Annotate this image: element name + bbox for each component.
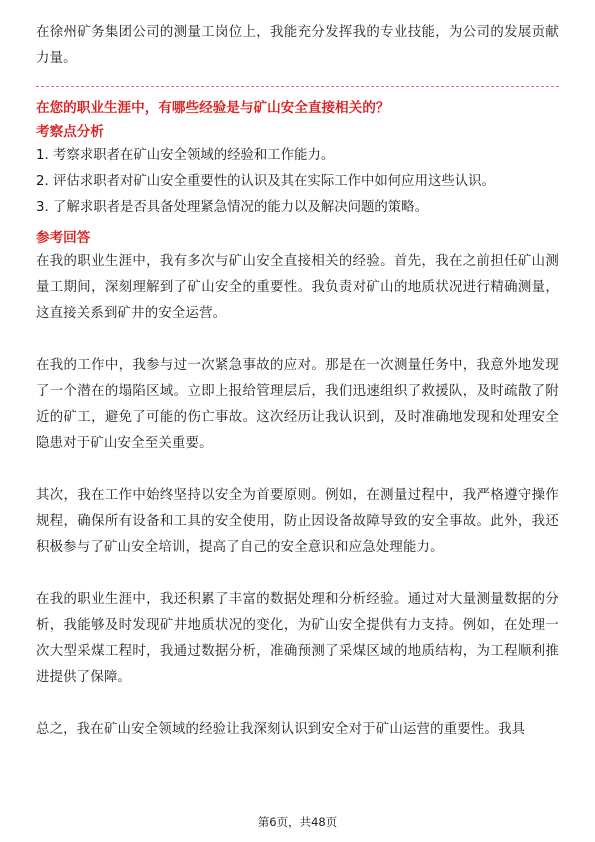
analysis-heading: 考察点分析: [36, 124, 104, 140]
page-number: 第6页，共48页: [257, 815, 338, 829]
analysis-item-2: 2. 评估求职者对矿山安全重要性的认识及其在实际工作中如何应用这些认识。: [36, 174, 495, 189]
interview-question: 在您的职业生涯中，有哪些经验是与矿山安全直接相关的？: [36, 100, 390, 116]
analysis-item-3: 3. 了解求职者是否具备处理紧急情况的能力以及解决问题的策略。: [36, 200, 428, 215]
answer-paragraph-4: 在我的职业生涯中，我还积累了丰富的数据处理和分析经验。通过对大量测量数据的分析，我能够及时发现矿井地质状况的变化，为矿山安全提供有力支持。例如，在处理一次大型采煤工程时，我通过数据分析，准确预测了采煤区域的地质结构，为工程顺利推进提供了保障。: [36, 592, 559, 685]
answer-paragraph-2: 在我的工作中，我参与过一次紧急事故的应对。那是在一次测量任务中，我意外地发现了一个潜在的塌陷区域。立即上报给管理层后，我们迅速组织了救援队，及时疏散了附近的矿工，避免了可能的伤亡事故。这次经历让我认识到，及时准确地发现和处理安全隐患对于矿山安全至关重要。: [36, 358, 559, 451]
answer-paragraph-3: 其次，我在工作中始终坚持以安全为首要原则。例如，在测量过程中，我严格遵守操作规程，确保所有设备和工具的安全使用，防止因设备故障导致的安全事故。此外，我还积极参与了矿山安全培训，提高了自己的安全意识和应急处理能力。: [36, 488, 559, 555]
intro-paragraph: 在徐州矿务集团公司的测量工岗位上，我能充分发挥我的专业技能，为公司的发展贡献力量。: [36, 25, 559, 66]
section-divider: [36, 86, 559, 87]
answer-paragraph-1: 在我的职业生涯中，我有多次与矿山安全直接相关的经验。首先，我在之前担任矿山测量工期间，深刻理解到了矿山安全的重要性。我负责对矿山的地质状况进行精确测量，这直接关系到矿井的安全运营。: [36, 254, 559, 321]
answer-paragraph-5: 总之，我在矿山安全领域的经验让我深刻认识到安全对于矿山运营的重要性。我具: [36, 722, 526, 737]
document-page: [36, 20, 559, 743]
analysis-item-1: 1. 考察求职者在矿山安全领域的经验和工作能力。: [36, 148, 335, 163]
answer-heading: 参考回答: [36, 230, 91, 246]
